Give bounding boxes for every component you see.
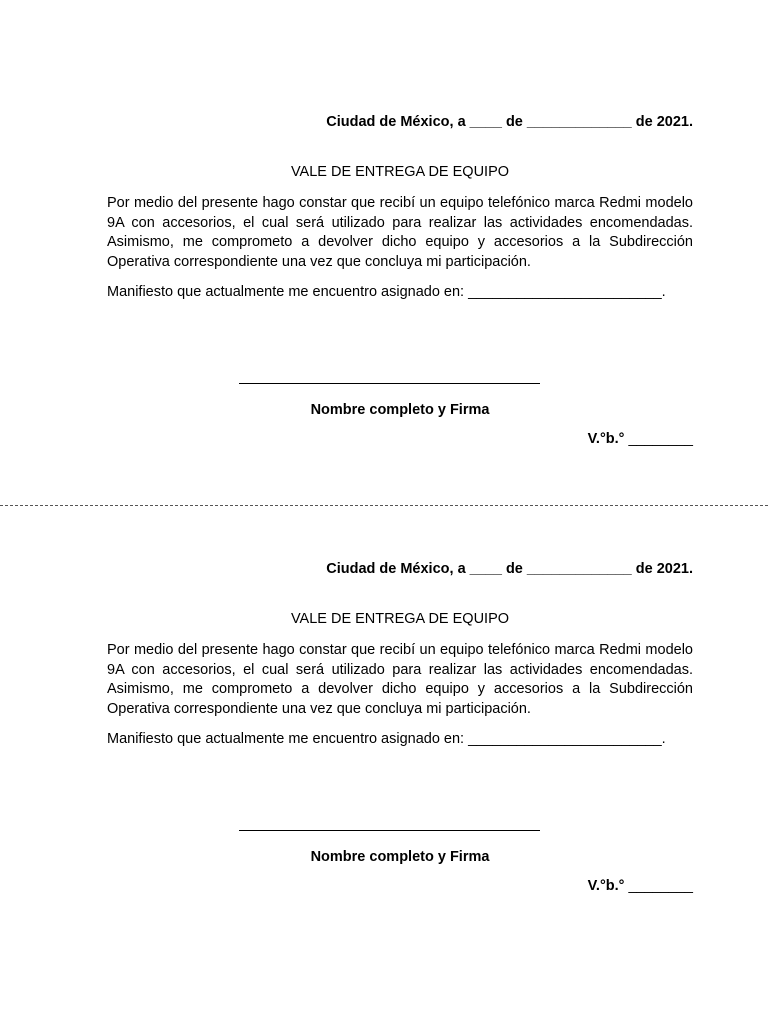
voucher-bottom <box>0 447 768 894</box>
signature-label: Nombre completo y Firma <box>310 402 490 418</box>
assigned-statement: Manifiesto que actualmente me encuentro asignado en: ________________________. <box>107 284 666 300</box>
body-paragraph: Por medio del presente hago constar que recibí un equipo telefónico marca Redmi modelo 9A con accesorios, el cual será utilizado para realizar las actividades encomendadas. Asimismo, me comprometo a devolver dicho equipo y accesorios a la Subdirección Operativa correspondiente una vez que concluya mi participación. <box>107 195 693 270</box>
signature-line <box>239 383 540 384</box>
vobo-label: V.°b.° <box>587 431 625 447</box>
document-title: VALE DE ENTREGA DE EQUIPO <box>290 164 510 180</box>
signature-line <box>239 830 540 831</box>
date-line: Ciudad de México, a ____ de _____________ de 2021. <box>326 114 693 130</box>
vobo-blank: ________ <box>628 431 693 447</box>
assigned-statement: Manifiesto que actualmente me encuentro asignado en: ________________________. <box>107 731 666 747</box>
vobo-line <box>588 431 693 447</box>
document-title: VALE DE ENTREGA DE EQUIPO <box>290 611 510 627</box>
vobo-label: V.°b.° <box>587 878 625 894</box>
voucher-top <box>0 0 768 447</box>
signature-label: Nombre completo y Firma <box>310 849 490 865</box>
vobo-line <box>588 878 693 894</box>
body-paragraph: Por medio del presente hago constar que recibí un equipo telefónico marca Redmi modelo 9A con accesorios, el cual será utilizado para realizar las actividades encomendadas. Asimismo, me comprometo a devolver dicho equipo y accesorios a la Subdirección Operativa correspondiente una vez que concluya mi participación. <box>107 642 693 717</box>
date-line: Ciudad de México, a ____ de _____________ de 2021. <box>326 561 693 577</box>
vobo-blank: ________ <box>628 878 693 894</box>
